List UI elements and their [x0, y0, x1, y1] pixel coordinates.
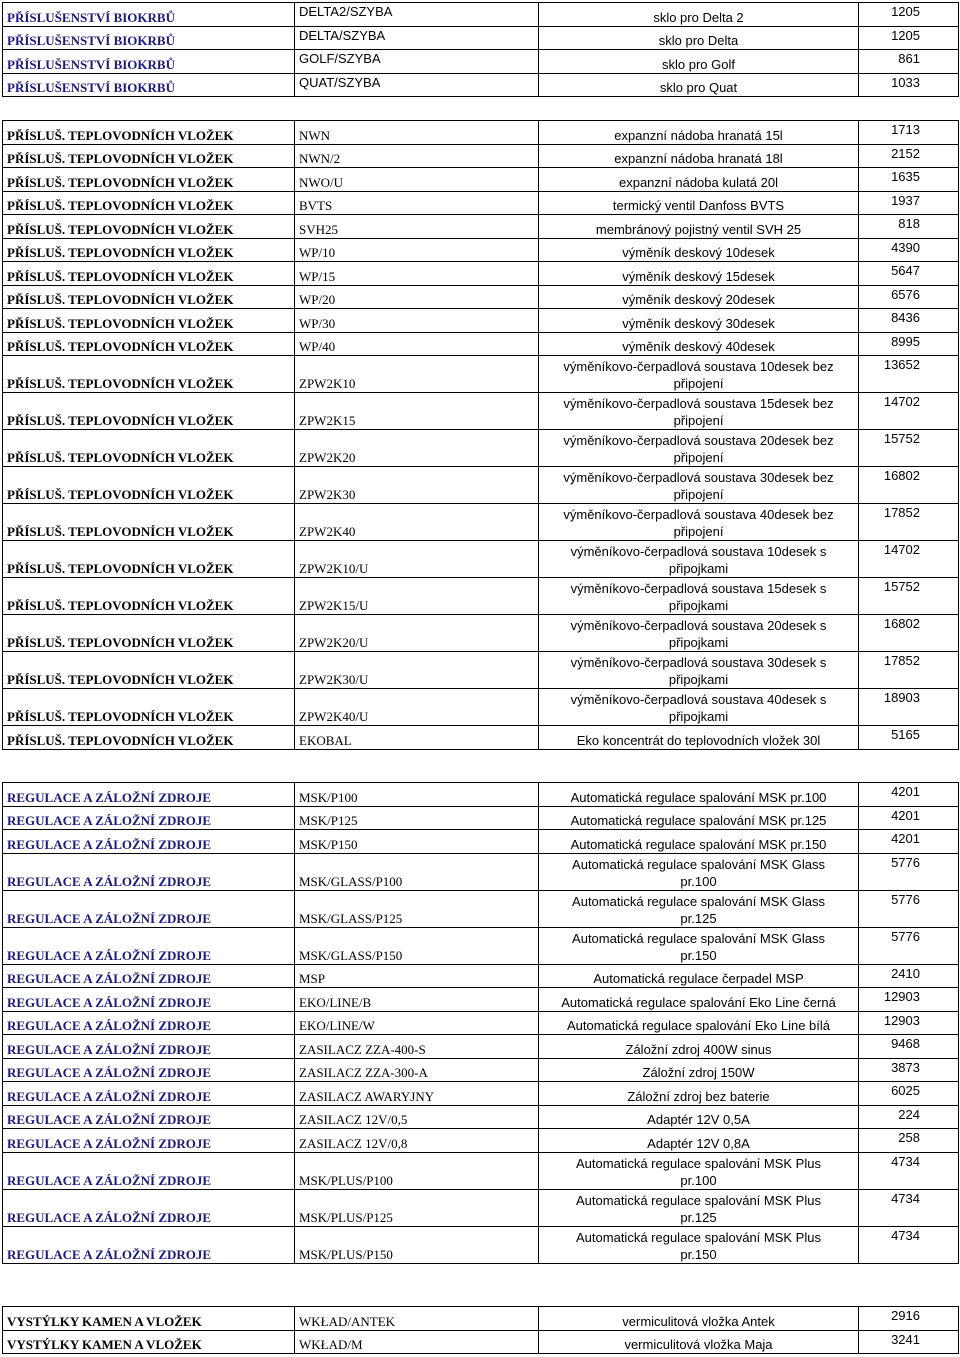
price-cell: 12903 — [859, 988, 959, 1012]
price-cell: 5647 — [859, 262, 959, 286]
price-cell: 12903 — [859, 1011, 959, 1035]
category-cell: REGULACE A ZÁLOŽNÍ ZDROJE — [3, 783, 295, 807]
description-line-1: výměníkovo-čerpadlová soustava 30desek bez — [563, 470, 834, 485]
table-row — [3, 215, 959, 239]
category-cell: REGULACE A ZÁLOŽNÍ ZDROJE — [3, 1129, 295, 1153]
description-cell — [539, 1226, 859, 1263]
description-line-2: pr.150 — [680, 1246, 717, 1262]
category-cell: PŘÍSLUŠENSTVÍ BIOKRBŮ — [3, 73, 295, 97]
table-row — [3, 853, 959, 890]
code-cell: EKO/LINE/B — [295, 988, 539, 1012]
description-line-2: připojení — [673, 376, 724, 391]
price-cell: 4201 — [859, 830, 959, 854]
description-line-1: expanzní nádoba hranatá 18l — [614, 151, 783, 166]
category-cell: REGULACE A ZÁLOŽNÍ ZDROJE — [3, 1226, 295, 1263]
category-cell: PŘÍSLUŠ. TEPLOVODNÍCH VLOŽEK — [3, 467, 295, 504]
table-row — [3, 332, 959, 356]
description-line-1: výměník deskový 20desek — [622, 292, 775, 307]
description-line-1: Automatická regulace spalování Eko Line bílá — [566, 1018, 831, 1033]
code-cell: WP/10 — [295, 238, 539, 262]
code-cell: EKOBAL — [295, 726, 539, 750]
description-line-1: vermiculitová vložka Antek — [622, 1313, 775, 1329]
description-cell — [539, 467, 859, 504]
table-row — [3, 121, 959, 145]
category-cell: PŘÍSLUŠ. TEPLOVODNÍCH VLOŽEK — [3, 191, 295, 215]
description-cell — [539, 3, 859, 27]
category-cell: PŘÍSLUŠ. TEPLOVODNÍCH VLOŽEK — [3, 238, 295, 262]
code-cell: ZPW2K30/U — [295, 652, 539, 689]
description-cell — [539, 168, 859, 192]
description-line-1: sklo pro Golf — [662, 56, 735, 72]
description-cell — [539, 615, 859, 652]
description-line-1: výměníkovo-čerpadlová soustava 15desek s — [570, 581, 827, 596]
description-cell — [539, 726, 859, 750]
price-cell: 3873 — [859, 1058, 959, 1082]
category-cell: REGULACE A ZÁLOŽNÍ ZDROJE — [3, 927, 295, 964]
table-row — [3, 309, 959, 333]
code-cell: ZPW2K20 — [295, 430, 539, 467]
description-cell — [539, 50, 859, 74]
table-row — [3, 652, 959, 689]
description-cell — [539, 238, 859, 262]
description-line-1: Automatická regulace spalování MSK Plus — [576, 1192, 821, 1208]
description-line-1: sklo pro Quat — [659, 80, 738, 95]
description-cell — [539, 541, 859, 578]
price-cell: 4201 — [859, 806, 959, 830]
table-row — [3, 1129, 959, 1153]
category-cell: PŘÍSLUŠENSTVÍ BIOKRBŮ — [3, 3, 295, 27]
price-cell: 4201 — [859, 783, 959, 807]
category-cell: REGULACE A ZÁLOŽNÍ ZDROJE — [3, 1058, 295, 1082]
price-cell: 16802 — [859, 615, 959, 652]
category-cell: PŘÍSLUŠ. TEPLOVODNÍCH VLOŽEK — [3, 262, 295, 286]
description-line-1: Automatická regulace spalování MSK pr.150 — [570, 836, 827, 852]
table-row — [3, 830, 959, 854]
description-line-1: výměník deskový 15desek — [622, 268, 775, 284]
table-row — [3, 1011, 959, 1035]
description-cell — [539, 121, 859, 145]
category-cell: REGULACE A ZÁLOŽNÍ ZDROJE — [3, 964, 295, 988]
table-row — [3, 890, 959, 927]
description-line-1: výměníkovo-čerpadlová soustava 15desek bez — [563, 396, 834, 411]
description-cell — [539, 262, 859, 286]
price-cell: 4390 — [859, 238, 959, 262]
table-row — [3, 262, 959, 286]
table-row — [3, 285, 959, 309]
table-row — [3, 806, 959, 830]
description-line-1: Záložní zdroj 150W — [642, 1065, 755, 1080]
description-cell — [539, 144, 859, 168]
code-cell: MSP — [295, 964, 539, 988]
price-cell: 4734 — [859, 1189, 959, 1226]
description-line-2: připojkami — [668, 598, 729, 613]
description-line-2: připojení — [673, 413, 724, 428]
category-cell: PŘÍSLUŠ. TEPLOVODNÍCH VLOŽEK — [3, 652, 295, 689]
price-cell: 17852 — [859, 504, 959, 541]
category-cell: VYSTÝLKY KAMEN A VLOŽEK — [3, 1307, 295, 1331]
code-cell: ZASILACZ 12V/0,8 — [295, 1129, 539, 1153]
price-cell: 1635 — [859, 168, 959, 192]
price-cell: 224 — [859, 1105, 959, 1129]
code-cell: ZPW2K30 — [295, 467, 539, 504]
price-cell: 1205 — [859, 26, 959, 50]
table-row — [3, 1082, 959, 1106]
table-row — [3, 73, 959, 97]
table-row — [3, 3, 959, 27]
price-cell: 16802 — [859, 467, 959, 504]
description-line-1: membránový pojistný ventil SVH 25 — [595, 221, 802, 237]
table-row — [3, 430, 959, 467]
description-line-1: Adaptér 12V 0,8A — [647, 1135, 750, 1151]
category-cell: REGULACE A ZÁLOŽNÍ ZDROJE — [3, 1011, 295, 1035]
description-line-1: výměníkovo-čerpadlová soustava 20desek bez — [563, 433, 834, 448]
category-cell: REGULACE A ZÁLOŽNÍ ZDROJE — [3, 1035, 295, 1059]
code-cell: DELTA/SZYBA — [295, 26, 539, 50]
code-cell: MSK/PLUS/P125 — [295, 1189, 539, 1226]
price-cell: 8995 — [859, 332, 959, 356]
code-cell: NWN — [295, 121, 539, 145]
description-line-1: expanzní nádoba hranatá 15l — [614, 127, 783, 143]
category-cell: PŘÍSLUŠ. TEPLOVODNÍCH VLOŽEK — [3, 144, 295, 168]
description-cell — [539, 1105, 859, 1129]
price-cell: 15752 — [859, 430, 959, 467]
table-row — [3, 615, 959, 652]
description-cell — [539, 830, 859, 854]
price-cell: 1205 — [859, 3, 959, 27]
description-line-1: Automatická regulace spalování MSK Plus — [576, 1155, 821, 1171]
code-cell: ZPW2K15/U — [295, 578, 539, 615]
category-cell: PŘÍSLUŠENSTVÍ BIOKRBŮ — [3, 26, 295, 50]
code-cell: WP/20 — [295, 285, 539, 309]
price-cell: 5165 — [859, 726, 959, 750]
category-cell: REGULACE A ZÁLOŽNÍ ZDROJE — [3, 1082, 295, 1106]
category-cell: REGULACE A ZÁLOŽNÍ ZDROJE — [3, 890, 295, 927]
table-row — [3, 1105, 959, 1129]
description-line-2: pr.100 — [680, 873, 717, 889]
category-cell: PŘÍSLUŠ. TEPLOVODNÍCH VLOŽEK — [3, 393, 295, 430]
description-cell — [539, 332, 859, 356]
category-cell: VYSTÝLKY KAMEN A VLOŽEK — [3, 1330, 295, 1354]
description-cell — [539, 853, 859, 890]
description-line-1: výměníkovo-čerpadlová soustava 40desek s — [570, 692, 827, 707]
table-row — [3, 504, 959, 541]
description-line-2: připojení — [673, 524, 724, 539]
table-row — [3, 964, 959, 988]
code-cell: WKŁAD/M — [295, 1330, 539, 1354]
category-cell: PŘÍSLUŠ. TEPLOVODNÍCH VLOŽEK — [3, 332, 295, 356]
category-cell: REGULACE A ZÁLOŽNÍ ZDROJE — [3, 988, 295, 1012]
price-cell: 861 — [859, 50, 959, 74]
description-cell — [539, 890, 859, 927]
table-row — [3, 578, 959, 615]
description-line-1: vermiculitová vložka Maja — [624, 1337, 773, 1352]
table-row — [3, 1307, 959, 1331]
description-line-1: výměníkovo-čerpadlová soustava 30desek s — [570, 655, 827, 670]
description-line-1: Automatická regulace spalování MSK pr.100 — [570, 789, 827, 805]
description-line-2: připojkami — [668, 561, 729, 576]
description-cell — [539, 1011, 859, 1035]
category-cell: REGULACE A ZÁLOŽNÍ ZDROJE — [3, 1152, 295, 1189]
description-line-2: pr.100 — [680, 1172, 717, 1188]
table-row — [3, 1330, 959, 1354]
table-row — [3, 988, 959, 1012]
code-cell: ZASILACZ AWARYJNY — [295, 1082, 539, 1106]
price-cell: 8436 — [859, 309, 959, 333]
description-line-1: expanzní nádoba kulatá 20l — [618, 174, 778, 190]
table-row — [3, 783, 959, 807]
code-cell: MSK/GLASS/P100 — [295, 853, 539, 890]
code-cell: DELTA2/SZYBA — [295, 3, 539, 27]
category-cell: REGULACE A ZÁLOŽNÍ ZDROJE — [3, 853, 295, 890]
description-cell — [539, 309, 859, 333]
table-row — [3, 1035, 959, 1059]
category-cell: PŘÍSLUŠ. TEPLOVODNÍCH VLOŽEK — [3, 285, 295, 309]
table-biokrbu — [2, 2, 959, 97]
table-row — [3, 541, 959, 578]
table-row — [3, 1226, 959, 1263]
description-line-2: připojkami — [668, 709, 729, 724]
category-cell: PŘÍSLUŠ. TEPLOVODNÍCH VLOŽEK — [3, 615, 295, 652]
table-row — [3, 50, 959, 74]
category-cell: PŘÍSLUŠ. TEPLOVODNÍCH VLOŽEK — [3, 689, 295, 726]
table-row — [3, 144, 959, 168]
table-row — [3, 191, 959, 215]
description-cell — [539, 504, 859, 541]
price-cell: 5776 — [859, 890, 959, 927]
category-cell: PŘÍSLUŠENSTVÍ BIOKRBŮ — [3, 50, 295, 74]
code-cell: EKO/LINE/W — [295, 1011, 539, 1035]
category-cell: PŘÍSLUŠ. TEPLOVODNÍCH VLOŽEK — [3, 215, 295, 239]
price-cell: 818 — [859, 215, 959, 239]
code-cell: ZPW2K40/U — [295, 689, 539, 726]
description-cell — [539, 430, 859, 467]
code-cell: ZPW2K15 — [295, 393, 539, 430]
code-cell: NWN/2 — [295, 144, 539, 168]
price-cell: 5776 — [859, 853, 959, 890]
code-cell: ZASILACZ 12V/0,5 — [295, 1105, 539, 1129]
category-cell: PŘÍSLUŠ. TEPLOVODNÍCH VLOŽEK — [3, 541, 295, 578]
code-cell: MSK/GLASS/P150 — [295, 927, 539, 964]
price-cell: 14702 — [859, 541, 959, 578]
price-cell: 1033 — [859, 73, 959, 97]
description-cell — [539, 1307, 859, 1331]
code-cell: BVTS — [295, 191, 539, 215]
price-cell: 2916 — [859, 1307, 959, 1331]
code-cell: NWO/U — [295, 168, 539, 192]
description-cell — [539, 578, 859, 615]
description-line-1: Záložní zdroj bez baterie — [627, 1088, 770, 1104]
price-cell: 4734 — [859, 1226, 959, 1263]
table-row — [3, 927, 959, 964]
table-row — [3, 726, 959, 750]
description-cell — [539, 783, 859, 807]
code-cell: ZASILACZ ZZA-300-A — [295, 1058, 539, 1082]
table-row — [3, 26, 959, 50]
description-line-1: Automatická regulace spalování MSK Glass — [572, 893, 825, 909]
price-cell: 1713 — [859, 121, 959, 145]
description-cell — [539, 1152, 859, 1189]
table-row — [3, 238, 959, 262]
category-cell: PŘÍSLUŠ. TEPLOVODNÍCH VLOŽEK — [3, 726, 295, 750]
description-cell — [539, 26, 859, 50]
price-cell: 13652 — [859, 356, 959, 393]
description-line-2: připojení — [673, 487, 724, 502]
description-line-1: Eko koncentrát do teplovodních vložek 30l — [576, 732, 821, 748]
description-line-1: výměník deskový 30desek — [622, 315, 775, 331]
code-cell: ZASILACZ ZZA-400-S — [295, 1035, 539, 1059]
table-row — [3, 1152, 959, 1189]
code-cell: MSK/P125 — [295, 806, 539, 830]
price-cell: 6576 — [859, 285, 959, 309]
description-line-2: pr.125 — [680, 910, 717, 926]
price-cell: 1937 — [859, 191, 959, 215]
price-cell: 258 — [859, 1129, 959, 1153]
price-cell: 3241 — [859, 1330, 959, 1354]
description-line-1: Automatická regulace spalování Eko Line černá — [561, 994, 836, 1010]
description-cell — [539, 988, 859, 1012]
price-cell: 2410 — [859, 964, 959, 988]
description-line-1: výměníkovo-čerpadlová soustava 10desek s — [570, 544, 827, 559]
description-cell — [539, 806, 859, 830]
category-cell: PŘÍSLUŠ. TEPLOVODNÍCH VLOŽEK — [3, 309, 295, 333]
table-row — [3, 393, 959, 430]
description-cell — [539, 689, 859, 726]
description-cell — [539, 393, 859, 430]
description-line-2: připojkami — [668, 635, 729, 650]
table-regulace — [2, 782, 959, 1264]
table-row — [3, 1058, 959, 1082]
table-vystylky — [2, 1306, 959, 1354]
description-line-1: Automatická regulace spalování MSK pr.125 — [570, 813, 827, 828]
description-cell — [539, 73, 859, 97]
description-line-1: Automatická regulace spalování MSK Plus — [576, 1229, 821, 1245]
code-cell: MSK/P150 — [295, 830, 539, 854]
table-row — [3, 356, 959, 393]
code-cell: ZPW2K10/U — [295, 541, 539, 578]
code-cell: MSK/GLASS/P125 — [295, 890, 539, 927]
category-cell: PŘÍSLUŠ. TEPLOVODNÍCH VLOŽEK — [3, 504, 295, 541]
description-cell — [539, 191, 859, 215]
description-line-1: výměníkovo-čerpadlová soustava 20desek s — [570, 618, 827, 633]
description-line-1: výměník deskový 10desek — [622, 245, 775, 260]
price-cell: 6025 — [859, 1082, 959, 1106]
description-line-1: Automatická regulace spalování MSK Glass — [572, 930, 825, 946]
description-line-1: výměníkovo-čerpadlová soustava 40desek bez — [563, 507, 834, 522]
description-cell — [539, 964, 859, 988]
category-cell: PŘÍSLUŠ. TEPLOVODNÍCH VLOŽEK — [3, 121, 295, 145]
code-cell: MSK/PLUS/P150 — [295, 1226, 539, 1263]
description-line-2: pr.125 — [680, 1209, 717, 1225]
description-line-1: termický ventil Danfoss BVTS — [612, 198, 785, 213]
description-cell — [539, 1189, 859, 1226]
category-cell: PŘÍSLUŠ. TEPLOVODNÍCH VLOŽEK — [3, 430, 295, 467]
price-cell: 9468 — [859, 1035, 959, 1059]
price-cell: 2152 — [859, 144, 959, 168]
code-cell: MSK/PLUS/P100 — [295, 1152, 539, 1189]
category-cell: REGULACE A ZÁLOŽNÍ ZDROJE — [3, 1105, 295, 1129]
category-cell: REGULACE A ZÁLOŽNÍ ZDROJE — [3, 830, 295, 854]
code-cell: ZPW2K40 — [295, 504, 539, 541]
category-cell: PŘÍSLUŠ. TEPLOVODNÍCH VLOŽEK — [3, 578, 295, 615]
category-cell: PŘÍSLUŠ. TEPLOVODNÍCH VLOŽEK — [3, 168, 295, 192]
description-cell — [539, 1129, 859, 1153]
table-row — [3, 168, 959, 192]
description-line-1: Automatická regulace čerpadel MSP — [593, 971, 804, 986]
price-cell: 15752 — [859, 578, 959, 615]
price-cell: 18903 — [859, 689, 959, 726]
code-cell: MSK/P100 — [295, 783, 539, 807]
description-line-1: výměníkovo-čerpadlová soustava 10desek bez — [563, 359, 834, 374]
code-cell: SVH25 — [295, 215, 539, 239]
description-cell — [539, 1035, 859, 1059]
description-cell — [539, 285, 859, 309]
price-cell: 17852 — [859, 652, 959, 689]
code-cell: WP/40 — [295, 332, 539, 356]
table-row — [3, 467, 959, 504]
description-cell — [539, 1330, 859, 1354]
code-cell: ZPW2K20/U — [295, 615, 539, 652]
code-cell: ZPW2K10 — [295, 356, 539, 393]
description-line-1: výměník deskový 40desek — [622, 339, 775, 354]
description-line-2: připojení — [673, 450, 724, 465]
code-cell: WP/30 — [295, 309, 539, 333]
description-cell — [539, 1058, 859, 1082]
code-cell: QUAT/SZYBA — [295, 73, 539, 97]
code-cell: WP/15 — [295, 262, 539, 286]
code-cell: WKŁAD/ANTEK — [295, 1307, 539, 1331]
description-cell — [539, 652, 859, 689]
code-cell: GOLF/SZYBA — [295, 50, 539, 74]
description-line-2: připojkami — [668, 672, 729, 687]
description-cell — [539, 215, 859, 239]
table-row — [3, 1189, 959, 1226]
category-cell: REGULACE A ZÁLOŽNÍ ZDROJE — [3, 1189, 295, 1226]
category-cell: REGULACE A ZÁLOŽNÍ ZDROJE — [3, 806, 295, 830]
category-cell: PŘÍSLUŠ. TEPLOVODNÍCH VLOŽEK — [3, 356, 295, 393]
price-cell: 5776 — [859, 927, 959, 964]
description-line-1: sklo pro Delta — [658, 33, 739, 48]
price-cell: 14702 — [859, 393, 959, 430]
description-line-2: pr.150 — [680, 947, 717, 963]
price-cell: 4734 — [859, 1152, 959, 1189]
table-teplovodni — [2, 120, 959, 750]
description-line-1: Automatická regulace spalování MSK Glass — [572, 856, 825, 872]
table-row — [3, 689, 959, 726]
description-line-1: Adaptér 12V 0,5A — [647, 1112, 750, 1127]
description-cell — [539, 1082, 859, 1106]
description-line-1: sklo pro Delta 2 — [653, 9, 744, 25]
description-cell — [539, 927, 859, 964]
description-line-1: Záložní zdroj 400W sinus — [625, 1041, 772, 1057]
description-cell — [539, 356, 859, 393]
